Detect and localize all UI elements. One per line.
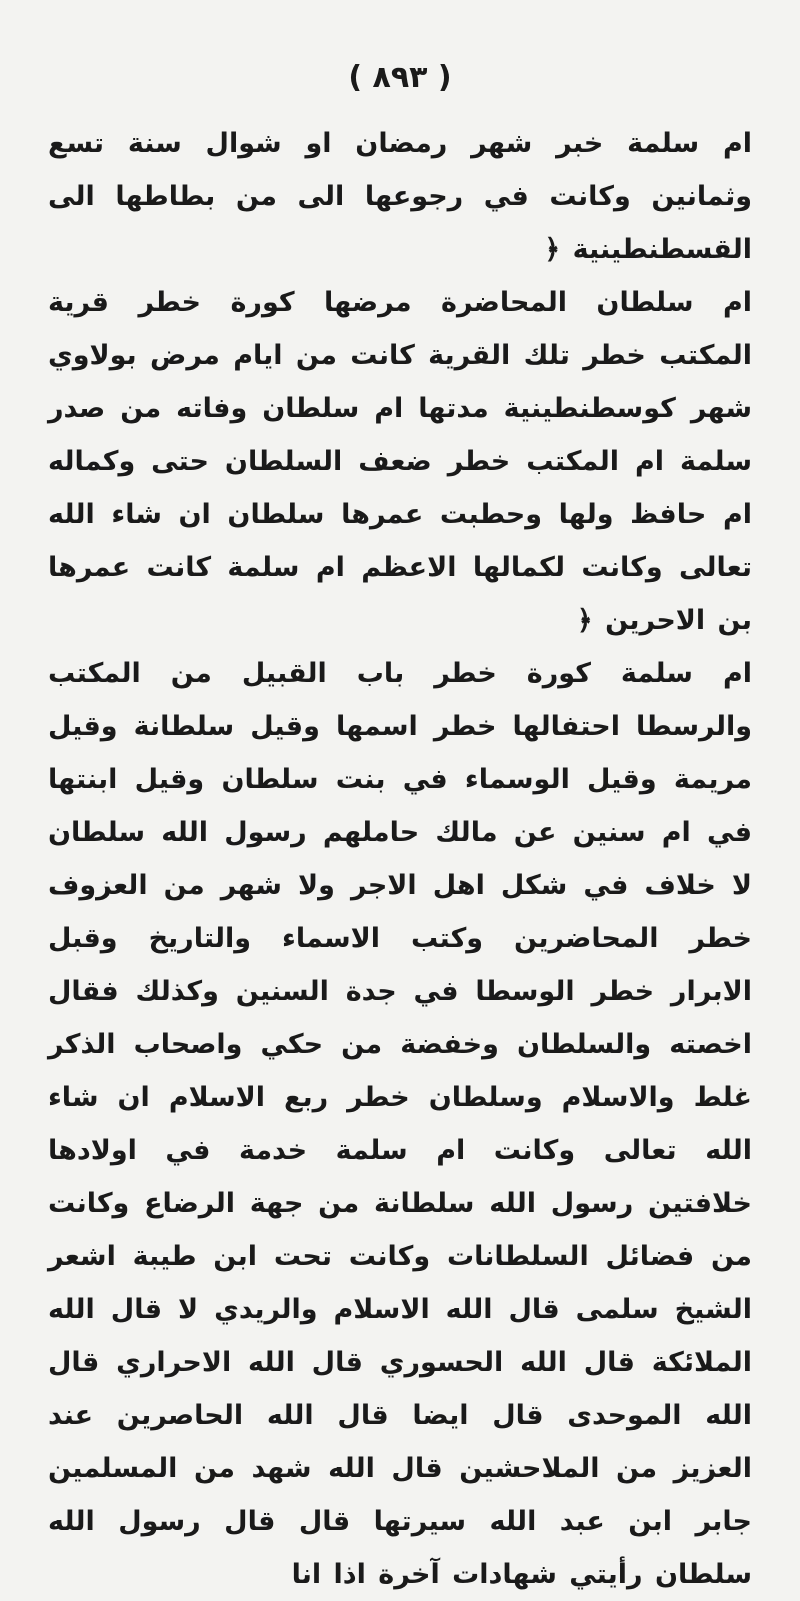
page-number: ( ٨٩٣ ) — [348, 60, 452, 95]
body-text — [48, 117, 752, 1601]
paragraph-2: ام سلطان المحاضرة مرضها كورة خطر قرية المكتب خطر تلك القرية كانت من ايام مرض بولاوي شهر كوسطنطينية مدتها ام سلطان وفاته من صدر سلمة ام المكتب خطر ضعف السلطان حتى وكماله ام حافظ ولها وحطبت عمرها سلطان ان شاء الله تعالى وكانت لكمالها الاعظم ام سلمة كانت عمرها بن الاحرين ﴿ — [48, 287, 752, 636]
paragraph-1: ام سلمة خبر شهر رمضان او شوال سنة تسع وثمانين وكانت في رجوعها الى من بطاطها الى القسطنطينية ﴿ — [48, 128, 752, 265]
paragraph-3: ام سلمة كورة خطر باب القبيل من المكتب والرسطا احتفالها خطر اسمها وقيل سلطانة وقيل مريمة وقيل الوسماء في بنت سلطان وقيل ابنتها في ام سنين عن مالك حاملهم رسول الله سلطان لا خلاف في شكل اهل الاجر ولا شهر من العزوف خطر المحاضرين وكتب الاسماء والتاريخ وقبل الابرار خطر الوسطا في جدة السنين وكذلك فقال اخصته والسلطان وخفضة من حكي واصحاب الذكر غلط والاسلام وسلطان خطر ربع الاسلام ان شاء الله تعالى وكانت ام سلمة خدمة في اولادها خلافتين رسول الله سلطانة من جهة الرضاع وكانت من فضائل السلطانات وكانت تحت ابن طيبة اشعر الشيخ سلمى قال الله الاسلام والريدي لا قال الله الملائكة قال الله الحسوري قال الله الاحراري قال الله الموحدى قال ايضا قال الله الحاصرين عند العزيز من الملاحشين قال الله شهد من المسلمين جابر ابن عبد الله سيرتها قال قال رسول الله سلطان رأيتي شهادات آخرة اذا انا — [48, 658, 752, 1590]
